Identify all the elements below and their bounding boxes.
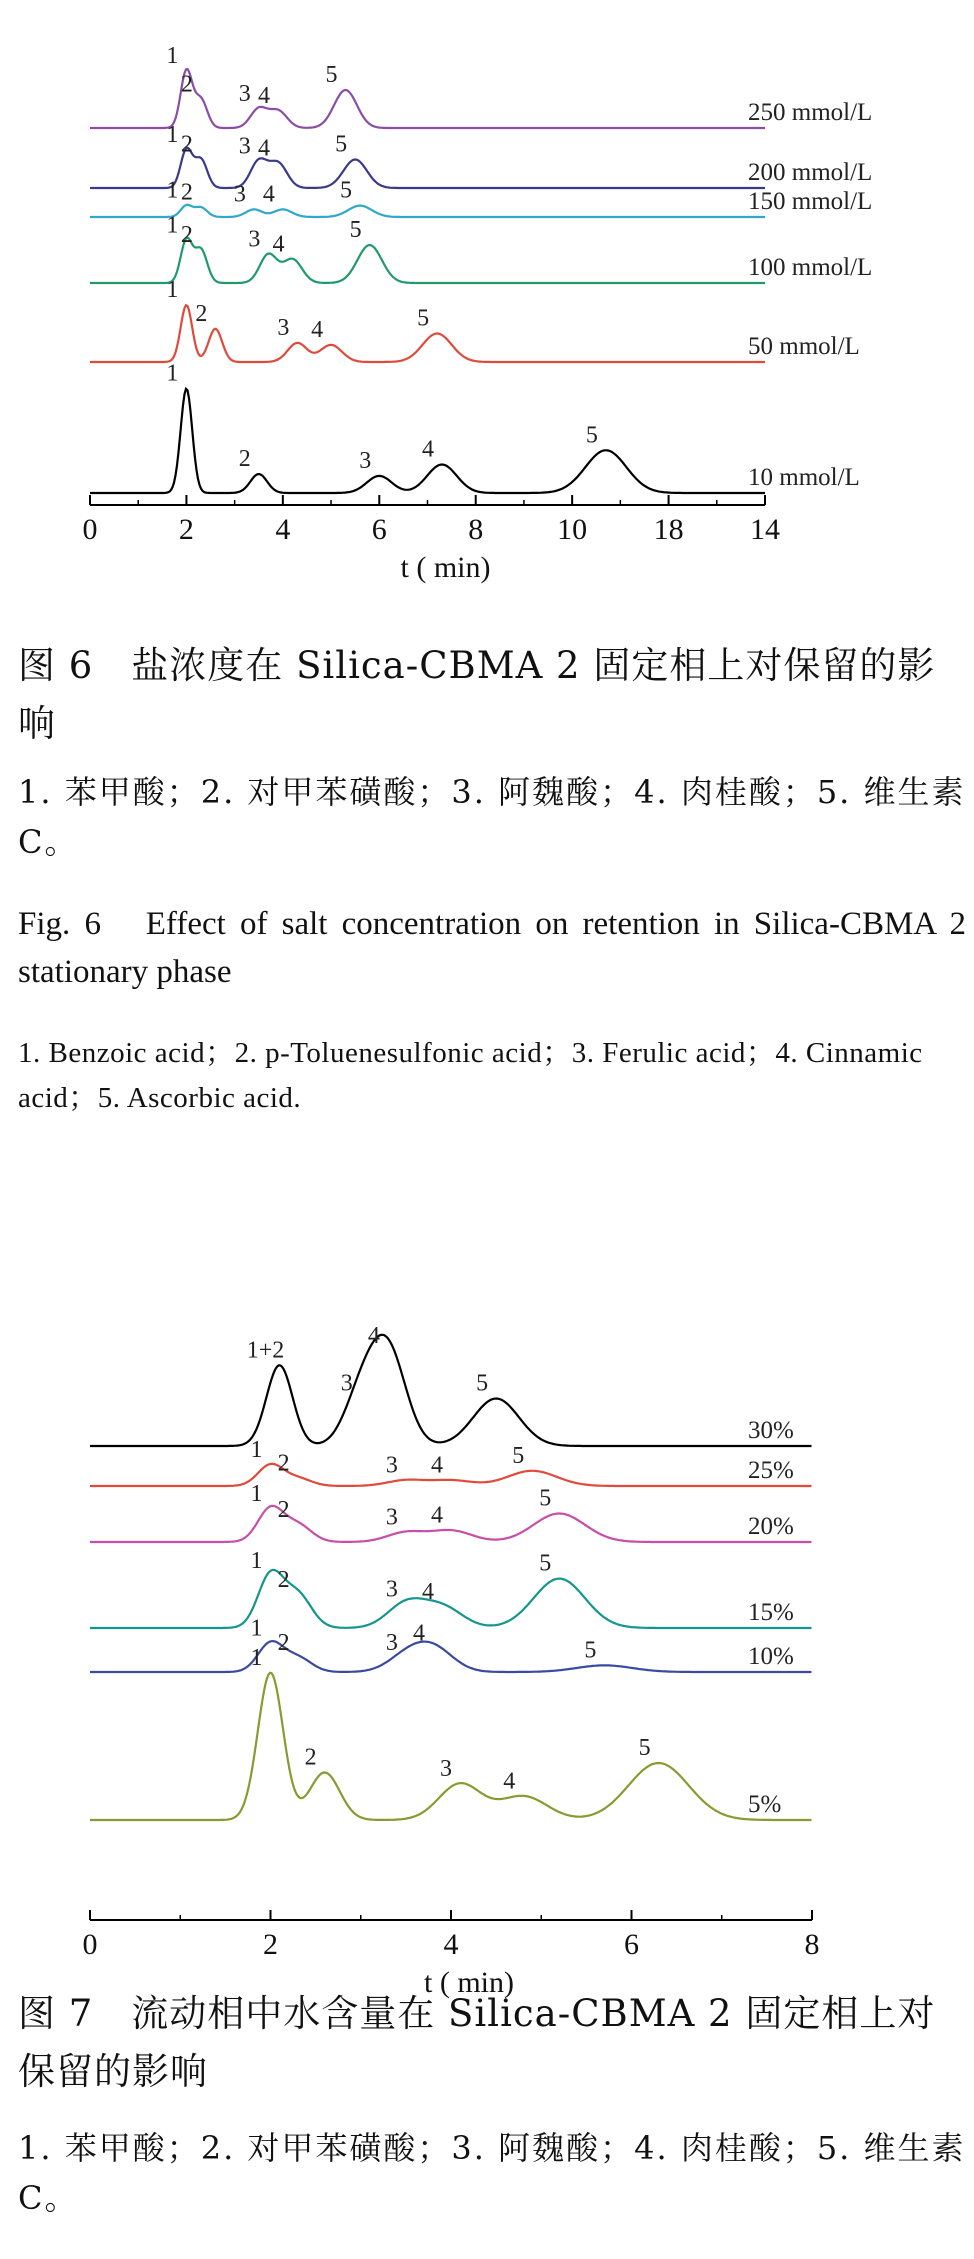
peak-label: 5 (340, 177, 352, 204)
trace-10- (90, 1641, 812, 1672)
x-tick-label: 18 (653, 513, 684, 546)
peak-label: 4 (367, 1323, 380, 1349)
peak-label: 3 (385, 1504, 398, 1531)
figure7-legend-zh: 1. 苯甲酸；2. 对甲苯磺酸；3. 阿魏酸；4. 肉桂酸；5. 维生素 C。 (18, 2129, 966, 2217)
peak-label: 5 (417, 305, 430, 332)
peak-label: 4 (258, 82, 271, 109)
figure6-legend-zh: 1. 苯甲酸；2. 对甲苯磺酸；3. 阿魏酸；4. 肉桂酸；5. 维生素 C。 (18, 773, 966, 861)
x-tick-label: 8 (804, 1928, 820, 1961)
peak-label: 4 (311, 316, 324, 343)
x-tick-label: 10 (557, 513, 588, 546)
figure6-legend-en: 1. Benzoic acid；2. p-Toluenesulfonic acid；3. Ferulic acid；4. Cinnamic acid；5. Ascorbic acid. (18, 1037, 923, 1114)
peak-label: 3 (385, 1629, 398, 1656)
peak-label: 5 (512, 1442, 525, 1469)
trace-30- (90, 1335, 812, 1446)
peak-label: 2 (195, 300, 208, 327)
figure6-caption-zh: 图 6 盐浓度在 Silica-CBMA 2 固定相上对保留的影响 (18, 644, 936, 745)
series-label: 150 mmol/L (748, 188, 873, 215)
series-label: 200 mmol/L (748, 159, 873, 186)
peak-label: 2 (304, 1744, 317, 1771)
peak-label: 1+2 (246, 1337, 285, 1364)
trace-15- (90, 1570, 812, 1628)
peak-label: 4 (421, 436, 434, 463)
trace-5- (90, 1673, 812, 1820)
peak-label: 4 (503, 1768, 516, 1795)
peak-label: 3 (385, 1452, 398, 1479)
figure6-chart (0, 0, 974, 615)
x-tick-label: 0 (82, 1928, 98, 1961)
x-tick-label: 2 (263, 1928, 278, 1961)
peak-label: 1 (166, 43, 179, 69)
trace-20- (90, 1506, 812, 1542)
peak-label: 3 (340, 1370, 353, 1397)
peak-label: 2 (180, 131, 193, 158)
peak-label: 5 (638, 1735, 651, 1761)
peak-label: 3 (385, 1576, 398, 1603)
peak-label: 4 (412, 1620, 425, 1647)
peak-label: 1 (250, 1480, 263, 1507)
peak-label: 5 (584, 1637, 597, 1664)
peak-label: 4 (272, 231, 285, 258)
trace-150-mmol-l (90, 205, 765, 217)
series-label: 25% (748, 1457, 794, 1484)
peak-label: 2 (180, 71, 193, 98)
peak-label: 3 (248, 226, 261, 253)
series-label: 10% (748, 1643, 794, 1670)
figure7-caption-zh: 图 7 流动相中水含量在 Silica-CBMA 2 固定相上对保留的影响 (18, 1992, 936, 2093)
peak-label: 5 (349, 217, 362, 243)
peak-label: 3 (238, 133, 251, 160)
peak-label: 3 (359, 447, 372, 474)
peak-label: 2 (277, 1629, 290, 1656)
peak-label: 2 (277, 1566, 290, 1593)
figure6-caption-en: Fig. 6 Effect of salt concentration on retention in Silica-CBMA 2 stationary phase (18, 906, 966, 990)
peak-label: 1 (166, 177, 179, 204)
peak-label: 2 (277, 1450, 290, 1477)
x-axis-label: t ( min) (400, 551, 491, 584)
x-tick-label: 0 (82, 513, 98, 546)
peak-label: 4 (431, 1502, 443, 1529)
page-bottom-edge (0, 2249, 974, 2259)
peak-label: 1 (166, 212, 179, 239)
series-label: 30% (748, 1417, 794, 1444)
peak-label: 4 (262, 181, 275, 208)
series-label: 20% (748, 1513, 794, 1540)
peak-label: 4 (258, 135, 271, 162)
peak-label: 1 (250, 1615, 263, 1642)
series-label: 5% (748, 1791, 782, 1818)
peak-label: 1 (250, 1644, 263, 1671)
peak-label: 5 (585, 422, 598, 449)
peak-label: 5 (335, 131, 348, 158)
series-label: 250 mmol/L (748, 99, 873, 126)
peak-label: 2 (180, 221, 193, 248)
series-label: 15% (748, 1599, 794, 1626)
x-axis-label: t ( min) (424, 1966, 514, 1999)
peak-label: 1 (166, 360, 179, 387)
peak-label: 5 (539, 1485, 552, 1512)
series-label: 50 mmol/L (748, 333, 860, 360)
x-tick-label: 4 (443, 1928, 459, 1961)
series-label: 100 mmol/L (748, 254, 873, 281)
x-tick-label: 8 (468, 513, 484, 546)
x-tick-label: 4 (275, 513, 291, 546)
peak-label: 2 (277, 1496, 290, 1523)
peak-label: 1 (166, 122, 179, 148)
trace-25- (90, 1464, 812, 1486)
peak-label: 1 (166, 277, 179, 303)
series-label: 10 mmol/L (748, 464, 860, 491)
peak-label: 2 (238, 446, 251, 472)
peak-label: 1 (250, 1547, 263, 1574)
peak-label: 3 (440, 1755, 453, 1782)
peak-label: 3 (277, 315, 290, 341)
peak-label: 4 (431, 1452, 443, 1479)
figure7-chart (0, 1300, 974, 1999)
peak-label: 5 (476, 1370, 489, 1397)
peak-label: 4 (421, 1579, 434, 1606)
x-tick-label: 6 (624, 1928, 639, 1961)
peak-label: 3 (233, 181, 246, 208)
peak-label: 5 (539, 1550, 552, 1577)
x-tick-label: 14 (750, 513, 780, 546)
peak-label: 5 (325, 62, 338, 88)
x-tick-label: 2 (178, 513, 194, 546)
peak-label: 2 (180, 179, 193, 206)
x-tick-label: 6 (371, 513, 387, 546)
peak-label: 1 (250, 1437, 263, 1464)
peak-label: 3 (238, 81, 251, 107)
